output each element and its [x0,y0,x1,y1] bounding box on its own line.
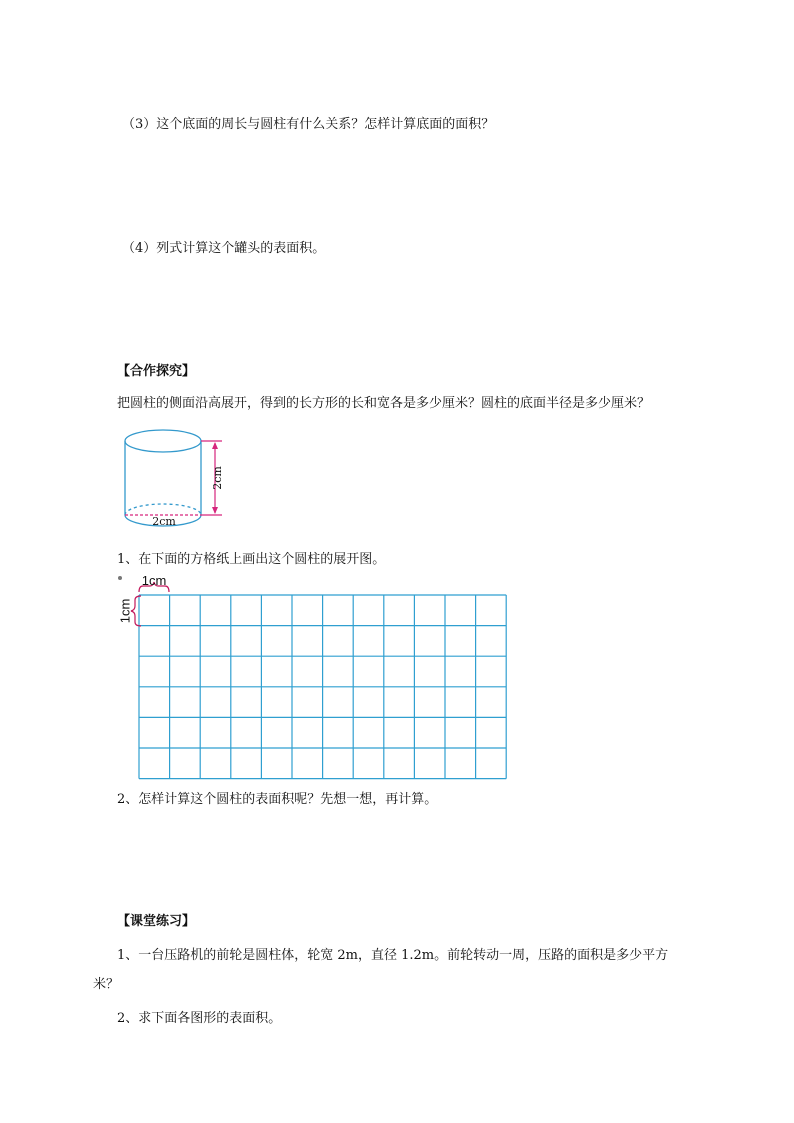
row-unit-label: 1cm [117,598,133,624]
col-unit-label: 1cm [141,573,167,588]
practice-heading: 【课堂练习】 [117,914,196,929]
task-1: 1、在下面的方格纸上画出这个圆柱的展开图。 [117,552,386,567]
col-brace [139,582,169,592]
question-3: （3）这个底面的周长与圆柱有什么关系？怎样计算底面的面积？ [122,117,495,132]
height-label: 2cm [211,466,224,490]
height-arrow-down-icon [212,507,218,514]
cylinder-annotations [125,441,222,515]
bullet-dot [118,576,122,580]
practice-item-1-line-2: 米？ [93,977,120,992]
diameter-label: 2cm [152,515,176,528]
cylinder-bottom-front [125,515,201,526]
cylinder-top-ellipse [125,430,201,452]
cooperation-heading: 【合作探究】 [117,364,196,379]
row-brace [131,596,141,626]
height-arrow-up-icon [212,442,218,449]
practice-item-1-line-1: 1、一台压路机的前轮是圆柱体，轮宽 2m，直径 1.2m。前轮转动一周，压路的面积是多少平方 [117,948,669,963]
grid-paper [139,595,506,779]
practice-item-2: 2、求下面各图形的表面积。 [117,1011,282,1026]
cooperation-prompt: 把圆柱的侧面沿高展开，得到的长方形的长和宽各是多少厘米？圆柱的底面半径是多少厘米？ [117,396,651,411]
cylinder-drawing [125,430,201,526]
task-2: 2、怎样计算这个圆柱的表面积呢？先想一想，再计算。 [117,792,438,807]
cylinder-bottom-back [125,504,201,515]
question-4: （4）列式计算这个罐头的表面积。 [122,241,326,256]
